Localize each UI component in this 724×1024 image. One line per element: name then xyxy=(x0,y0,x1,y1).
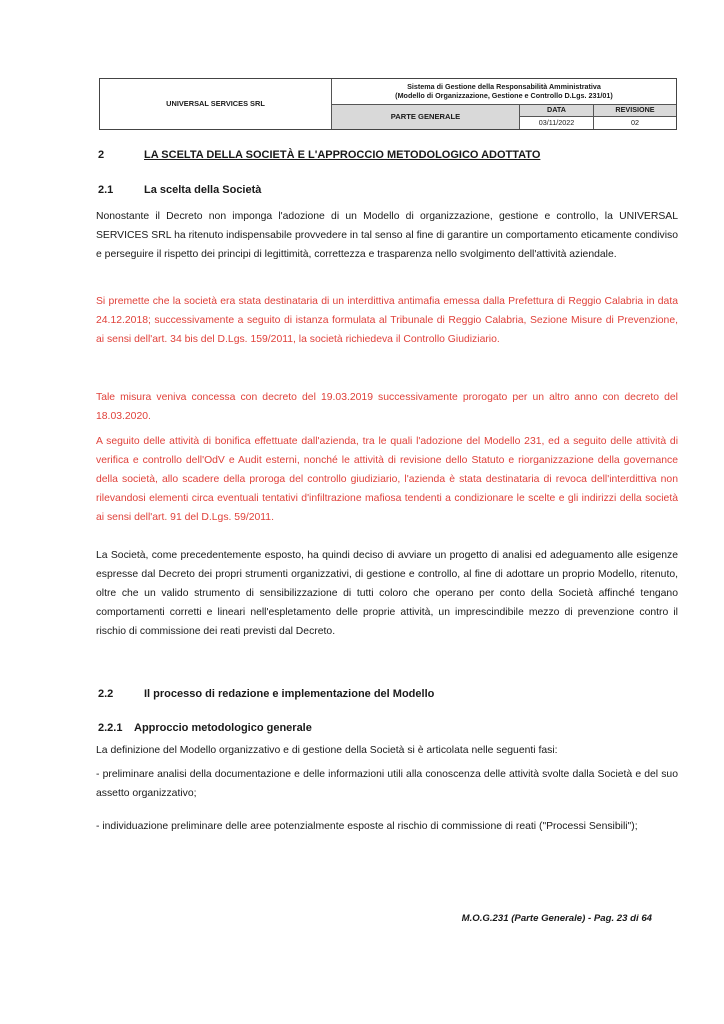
revision-label: REVISIONE xyxy=(594,105,676,117)
paragraph-progetto: La Società, come precedentemente esposto, ha quindi deciso di avviare un progetto di analisi ed adeguamento alle esigenze espresse dal Decreto dei propri strumenti organizzativi, di gestione e controllo, al fine di adottare un proprio Modello, ritenuto, oltre che un valido strumento di sensibilizzazione di tutti coloro che operano per conto della Società affinché tengano comportamenti corretti e lineari nell'espletamento delle proprie attività, un imprescindibile mezzo di prevenzione contro il rischio di commissione dei reati previsti dal Decreto. xyxy=(96,550,678,637)
list-item: - preliminare analisi della documentazione e delle informazioni utili alla conoscenza delle attività svolte dalla Società e del suo assetto organizzativo; xyxy=(96,769,678,799)
paragraph-misura: Tale misura veniva concessa con decreto del 19.03.2019 successivamente prorogato per un altro anno con decreto del 18.03.2020. xyxy=(96,392,678,422)
subsection-2-1-number: 2.1 xyxy=(98,184,114,196)
list-item: - individuazione preliminare delle aree potenzialmente esposte al rischio di commissione di reati ("Processi Sensibili"); xyxy=(96,821,638,832)
system-title-line2: (Modello di Organizzazione, Gestione e Controllo D.Lgs. 231/01) xyxy=(395,90,613,100)
revision-value: 02 xyxy=(631,117,639,127)
date-value: 03/11/2022 xyxy=(520,117,594,129)
part-label: PARTE GENERALE xyxy=(332,105,520,129)
paragraph-intro: Nonostante il Decreto non imponga l'adozione di un Modello di organizzazione, gestione e controllo, la UNIVERSAL SERVICES SRL ha ritenuto indispensabile provvedere in tal senso al fine di garantire un comportamento eticamente condiviso e perseguire il rispetto dei principi di legittimità, correttezza e trasparenza nello svolgimento dell'attività aziendale. xyxy=(96,211,678,260)
subsection-2-2-1-title: Approccio metodologico generale xyxy=(134,722,312,734)
company-name: UNIVERSAL SERVICES SRL xyxy=(100,79,332,129)
header-table xyxy=(99,78,677,130)
subsection-2-2-title: Il processo di redazione e implementazione del Modello xyxy=(144,688,435,700)
subsection-2-1-title: La scelta della Società xyxy=(144,184,262,196)
system-title xyxy=(332,79,676,105)
subsection-2-2-number: 2.2 xyxy=(98,688,114,700)
paragraph-fasi: La definizione del Modello organizzativo e di gestione della Società si è articolata nelle seguenti fasi: xyxy=(96,745,558,756)
date-label: DATA xyxy=(520,105,594,117)
system-title-line1: Sistema di Gestione della Responsabilità Amministrativa xyxy=(407,82,601,92)
paragraph-bonifica: A seguito delle attività di bonifica effettuate dall'azienda, tra le quali l'adozione del Modello 231, ed a seguito delle attività di verifica e controllo dell'OdV e Audit esterni, nonché le attività di revisione dello Statuto e riorganizzazione della governance della società, allo scadere della proroga del controllo giudiziario, l'azienda è stata destinataria di revoca dell'interdittiva non rilevandosi elementi circa eventuali tentativi d'infiltrazione mafiosa tendenti a condizionare le scelte e gli indirizzi della società ai sensi dell'art. 91 del D.Lgs. 59/2011. xyxy=(96,436,678,523)
page-footer: M.O.G.231 (Parte Generale) - Pag. 23 di 64 xyxy=(461,913,652,924)
paragraph-interdittiva: Si premette che la società era stata destinataria di un interdittiva antimafia emessa dalla Prefettura di Reggio Calabria in data 24.12.2018; successivamente a seguito di istanza formulata al Tribunale di Reggio Calabria, Sezione Misure di Prevenzione, ai sensi dell'art. 34 bis del D.Lgs. 159/2011, la società richiedeva il Controllo Giudiziario. xyxy=(96,296,678,345)
subsection-2-2-1-number: 2.2.1 xyxy=(98,722,123,734)
section-title: LA SCELTA DELLA SOCIETÀ E L'APPROCCIO METODOLOGICO ADOTTATO xyxy=(144,149,541,161)
section-number: 2 xyxy=(98,149,105,161)
